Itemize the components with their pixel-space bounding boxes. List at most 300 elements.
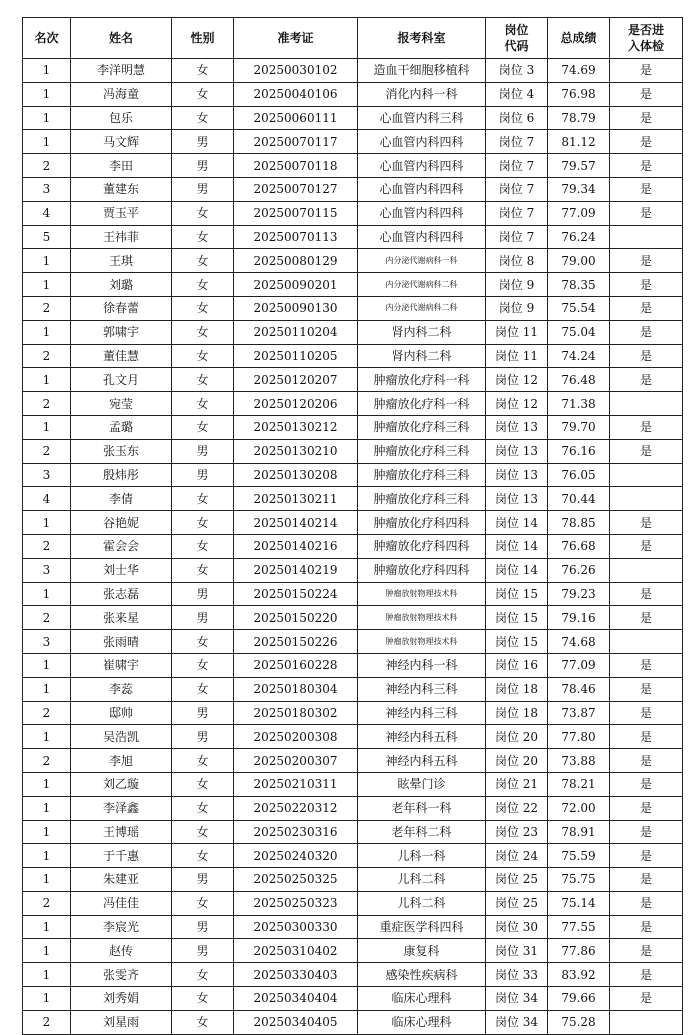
- rank-cell: 1: [23, 915, 71, 939]
- exam-id-cell: 20250340404: [234, 987, 358, 1011]
- rank-cell: 5: [23, 225, 71, 249]
- department-cell: 感染性疾病科: [358, 963, 486, 987]
- gender-cell: 女: [172, 511, 234, 535]
- table-row: [23, 725, 683, 749]
- rank-cell: 1: [23, 653, 71, 677]
- table-row: [23, 82, 683, 106]
- name-cell: 刘乙璇: [71, 772, 172, 796]
- rank-cell: 1: [23, 368, 71, 392]
- physical-exam-cell: 是: [610, 59, 683, 83]
- total-score-cell: 76.16: [548, 439, 610, 463]
- table-header: [23, 18, 683, 59]
- header-position-code: [486, 18, 548, 59]
- gender-cell: 男: [172, 915, 234, 939]
- total-score-cell: 83.92: [548, 963, 610, 987]
- header-position-code-line2: 代码: [504, 39, 529, 53]
- position-code-cell: 岗位 31: [486, 939, 548, 963]
- department-cell: 老年科二科: [358, 820, 486, 844]
- gender-cell: 女: [172, 534, 234, 558]
- name-cell: 孔文月: [71, 368, 172, 392]
- gender-cell: 男: [172, 939, 234, 963]
- table-row: [23, 701, 683, 725]
- physical-exam-cell: [610, 558, 683, 582]
- position-code-cell: 岗位 24: [486, 844, 548, 868]
- name-cell: 郭啸宇: [71, 320, 172, 344]
- name-cell: 王祎菲: [71, 225, 172, 249]
- exam-id-cell: 20250120206: [234, 392, 358, 416]
- physical-exam-cell: 是: [610, 677, 683, 701]
- exam-id-cell: 20250300330: [234, 915, 358, 939]
- header-name: 姓名: [71, 18, 172, 59]
- position-code-cell: 岗位 25: [486, 891, 548, 915]
- total-score-cell: 78.21: [548, 772, 610, 796]
- rank-cell: 1: [23, 820, 71, 844]
- gender-cell: 女: [172, 415, 234, 439]
- name-cell: 董建东: [71, 177, 172, 201]
- gender-cell: 女: [172, 59, 234, 83]
- exam-id-cell: 20250140214: [234, 511, 358, 535]
- department-cell: 心血管内科四科: [358, 130, 486, 154]
- exam-id-cell: 20250110205: [234, 344, 358, 368]
- total-score-cell: 77.09: [548, 201, 610, 225]
- total-score-cell: 76.48: [548, 368, 610, 392]
- rank-cell: 2: [23, 154, 71, 178]
- header-total-score: 总成绩: [548, 18, 610, 59]
- table-row: [23, 415, 683, 439]
- name-cell: 马文辉: [71, 130, 172, 154]
- table-row: [23, 249, 683, 273]
- rank-cell: 1: [23, 415, 71, 439]
- total-score-cell: 75.54: [548, 296, 610, 320]
- exam-id-cell: 20250070115: [234, 201, 358, 225]
- name-cell: 冯海童: [71, 82, 172, 106]
- rank-cell: 2: [23, 439, 71, 463]
- total-score-cell: 70.44: [548, 487, 610, 511]
- position-code-cell: 岗位 15: [486, 606, 548, 630]
- rank-cell: 3: [23, 463, 71, 487]
- department-cell: 肿瘤放射物理技术科: [358, 630, 486, 654]
- header-physical-exam-line2: 入体检: [627, 39, 664, 53]
- gender-cell: 女: [172, 772, 234, 796]
- physical-exam-cell: [610, 225, 683, 249]
- exam-id-cell: 20250220312: [234, 796, 358, 820]
- rank-cell: 1: [23, 868, 71, 892]
- name-cell: 赵传: [71, 939, 172, 963]
- table-row: [23, 677, 683, 701]
- exam-id-cell: 20250040106: [234, 82, 358, 106]
- gender-cell: 女: [172, 320, 234, 344]
- name-cell: 冯佳佳: [71, 891, 172, 915]
- total-score-cell: 79.16: [548, 606, 610, 630]
- physical-exam-cell: [610, 630, 683, 654]
- position-code-cell: 岗位 22: [486, 796, 548, 820]
- total-score-cell: 74.24: [548, 344, 610, 368]
- gender-cell: 女: [172, 820, 234, 844]
- department-cell: 肾内科二科: [358, 344, 486, 368]
- rank-cell: 2: [23, 344, 71, 368]
- gender-cell: 女: [172, 487, 234, 511]
- position-code-cell: 岗位 6: [486, 106, 548, 130]
- position-code-cell: 岗位 13: [486, 439, 548, 463]
- name-cell: 王琪: [71, 249, 172, 273]
- department-cell: 儿科二科: [358, 868, 486, 892]
- physical-exam-cell: 是: [610, 844, 683, 868]
- name-cell: 李泽鑫: [71, 796, 172, 820]
- total-score-cell: 78.85: [548, 511, 610, 535]
- position-code-cell: 岗位 20: [486, 749, 548, 773]
- position-code-cell: 岗位 33: [486, 963, 548, 987]
- rank-cell: 2: [23, 749, 71, 773]
- rank-cell: 1: [23, 249, 71, 273]
- physical-exam-cell: 是: [610, 368, 683, 392]
- department-cell: 儿科一科: [358, 844, 486, 868]
- name-cell: 包乐: [71, 106, 172, 130]
- exam-id-cell: 20250240320: [234, 844, 358, 868]
- department-cell: 神经内科五科: [358, 725, 486, 749]
- position-code-cell: 岗位 15: [486, 630, 548, 654]
- total-score-cell: 79.34: [548, 177, 610, 201]
- exam-id-cell: 20250200307: [234, 749, 358, 773]
- physical-exam-cell: [610, 1010, 683, 1034]
- position-code-cell: 岗位 18: [486, 677, 548, 701]
- department-cell: 造血干细胞移植科: [358, 59, 486, 83]
- total-score-cell: 81.12: [548, 130, 610, 154]
- rank-cell: 1: [23, 939, 71, 963]
- name-cell: 刘秀娟: [71, 987, 172, 1011]
- table-row: [23, 130, 683, 154]
- department-cell: 肿瘤放射物理技术科: [358, 582, 486, 606]
- table-row: [23, 177, 683, 201]
- department-cell: 老年科一科: [358, 796, 486, 820]
- table-row: [23, 582, 683, 606]
- exam-id-cell: 20250070117: [234, 130, 358, 154]
- total-score-cell: 78.35: [548, 273, 610, 297]
- position-code-cell: 岗位 13: [486, 487, 548, 511]
- name-cell: 吴浩凯: [71, 725, 172, 749]
- table-row: [23, 796, 683, 820]
- department-cell: 肿瘤放化疗科四科: [358, 558, 486, 582]
- gender-cell: 女: [172, 82, 234, 106]
- exam-id-cell: 20250140216: [234, 534, 358, 558]
- rank-cell: 1: [23, 59, 71, 83]
- exam-id-cell: 20250110204: [234, 320, 358, 344]
- name-cell: 张雨晴: [71, 630, 172, 654]
- position-code-cell: 岗位 7: [486, 130, 548, 154]
- table-row: [23, 987, 683, 1011]
- total-score-cell: 76.26: [548, 558, 610, 582]
- name-cell: 王博瑶: [71, 820, 172, 844]
- total-score-cell: 77.80: [548, 725, 610, 749]
- gender-cell: 女: [172, 630, 234, 654]
- physical-exam-cell: 是: [610, 915, 683, 939]
- gender-cell: 男: [172, 868, 234, 892]
- rank-cell: 3: [23, 630, 71, 654]
- department-cell: 内分泌代谢病科二科: [358, 273, 486, 297]
- gender-cell: 女: [172, 392, 234, 416]
- name-cell: 邸帅: [71, 701, 172, 725]
- physical-exam-cell: 是: [610, 273, 683, 297]
- gender-cell: 男: [172, 582, 234, 606]
- total-score-cell: 79.66: [548, 987, 610, 1011]
- table-row: [23, 225, 683, 249]
- rank-cell: 2: [23, 701, 71, 725]
- position-code-cell: 岗位 14: [486, 534, 548, 558]
- rank-cell: 1: [23, 677, 71, 701]
- department-cell: 心血管内科三科: [358, 106, 486, 130]
- department-cell: 神经内科三科: [358, 701, 486, 725]
- physical-exam-cell: 是: [610, 820, 683, 844]
- total-score-cell: 78.79: [548, 106, 610, 130]
- physical-exam-cell: 是: [610, 963, 683, 987]
- physical-exam-cell: 是: [610, 796, 683, 820]
- physical-exam-cell: 是: [610, 415, 683, 439]
- rank-cell: 2: [23, 891, 71, 915]
- total-score-cell: 75.14: [548, 891, 610, 915]
- total-score-cell: 76.24: [548, 225, 610, 249]
- physical-exam-cell: 是: [610, 130, 683, 154]
- total-score-cell: 78.46: [548, 677, 610, 701]
- name-cell: 董佳慧: [71, 344, 172, 368]
- exam-id-cell: 20250070113: [234, 225, 358, 249]
- total-score-cell: 79.57: [548, 154, 610, 178]
- name-cell: 贾玉平: [71, 201, 172, 225]
- department-cell: 内分泌代谢病科一科: [358, 249, 486, 273]
- table-row: [23, 320, 683, 344]
- position-code-cell: 岗位 21: [486, 772, 548, 796]
- rank-cell: 1: [23, 511, 71, 535]
- exam-id-cell: 20250180304: [234, 677, 358, 701]
- department-cell: 心血管内科四科: [358, 225, 486, 249]
- department-cell: 肿瘤放化疗科一科: [358, 368, 486, 392]
- position-code-cell: 岗位 16: [486, 653, 548, 677]
- position-code-cell: 岗位 4: [486, 82, 548, 106]
- table-row: [23, 844, 683, 868]
- header-physical-exam-line1: 是否进: [627, 23, 664, 37]
- name-cell: 宛莹: [71, 392, 172, 416]
- total-score-cell: 73.87: [548, 701, 610, 725]
- department-cell: 心血管内科四科: [358, 177, 486, 201]
- exam-id-cell: 20250140219: [234, 558, 358, 582]
- physical-exam-cell: 是: [610, 249, 683, 273]
- total-score-cell: 79.70: [548, 415, 610, 439]
- table-row: [23, 630, 683, 654]
- physical-exam-cell: [610, 487, 683, 511]
- gender-cell: 女: [172, 558, 234, 582]
- physical-exam-cell: 是: [610, 725, 683, 749]
- name-cell: 李倩: [71, 487, 172, 511]
- exam-id-cell: 20250060111: [234, 106, 358, 130]
- name-cell: 李宸光: [71, 915, 172, 939]
- name-cell: 刘星雨: [71, 1010, 172, 1034]
- name-cell: 刘璐: [71, 273, 172, 297]
- table-row: [23, 344, 683, 368]
- header-physical-exam: [610, 18, 683, 59]
- total-score-cell: 77.09: [548, 653, 610, 677]
- physical-exam-cell: 是: [610, 511, 683, 535]
- table-row: [23, 939, 683, 963]
- exam-id-cell: 20250130212: [234, 415, 358, 439]
- department-cell: 肿瘤放射物理技术科: [358, 606, 486, 630]
- gender-cell: 男: [172, 130, 234, 154]
- exam-id-cell: 20250130211: [234, 487, 358, 511]
- department-cell: 重症医学科四科: [358, 915, 486, 939]
- table-row: [23, 368, 683, 392]
- department-cell: 临床心理科: [358, 1010, 486, 1034]
- physical-exam-cell: 是: [610, 772, 683, 796]
- total-score-cell: 72.00: [548, 796, 610, 820]
- exam-id-cell: 20250090130: [234, 296, 358, 320]
- table-row: [23, 963, 683, 987]
- results-table: [22, 17, 683, 1035]
- physical-exam-cell: 是: [610, 82, 683, 106]
- position-code-cell: 岗位 14: [486, 511, 548, 535]
- gender-cell: 女: [172, 963, 234, 987]
- total-score-cell: 75.04: [548, 320, 610, 344]
- exam-id-cell: 20250150220: [234, 606, 358, 630]
- total-score-cell: 79.00: [548, 249, 610, 273]
- gender-cell: 女: [172, 749, 234, 773]
- header-exam-id: 准考证: [234, 18, 358, 59]
- rank-cell: 4: [23, 487, 71, 511]
- physical-exam-cell: 是: [610, 201, 683, 225]
- name-cell: 张志磊: [71, 582, 172, 606]
- total-score-cell: 79.23: [548, 582, 610, 606]
- gender-cell: 女: [172, 201, 234, 225]
- gender-cell: 男: [172, 463, 234, 487]
- physical-exam-cell: 是: [610, 296, 683, 320]
- name-cell: 谷艳妮: [71, 511, 172, 535]
- position-code-cell: 岗位 7: [486, 154, 548, 178]
- name-cell: 孟璐: [71, 415, 172, 439]
- total-score-cell: 71.38: [548, 392, 610, 416]
- department-cell: 肿瘤放化疗科四科: [358, 511, 486, 535]
- physical-exam-cell: 是: [610, 749, 683, 773]
- total-score-cell: 76.05: [548, 463, 610, 487]
- rank-cell: 2: [23, 296, 71, 320]
- rank-cell: 2: [23, 1010, 71, 1034]
- department-cell: 肿瘤放化疗科一科: [358, 392, 486, 416]
- gender-cell: 女: [172, 273, 234, 297]
- department-cell: 康复科: [358, 939, 486, 963]
- table-row: [23, 463, 683, 487]
- total-score-cell: 76.98: [548, 82, 610, 106]
- table-row: [23, 1010, 683, 1034]
- table-row: [23, 511, 683, 535]
- gender-cell: 女: [172, 368, 234, 392]
- gender-cell: 女: [172, 296, 234, 320]
- exam-id-cell: 20250310402: [234, 939, 358, 963]
- name-cell: 张来星: [71, 606, 172, 630]
- total-score-cell: 74.68: [548, 630, 610, 654]
- header-rank: 名次: [23, 18, 71, 59]
- exam-id-cell: 20250210311: [234, 772, 358, 796]
- table-row: [23, 201, 683, 225]
- department-cell: 儿科二科: [358, 891, 486, 915]
- rank-cell: 1: [23, 987, 71, 1011]
- name-cell: 崔啸宇: [71, 653, 172, 677]
- rank-cell: 1: [23, 130, 71, 154]
- total-score-cell: 78.91: [548, 820, 610, 844]
- department-cell: 肿瘤放化疗科四科: [358, 534, 486, 558]
- table-body: [23, 59, 683, 1035]
- position-code-cell: 岗位 11: [486, 344, 548, 368]
- physical-exam-cell: 是: [610, 701, 683, 725]
- gender-cell: 女: [172, 344, 234, 368]
- table-row: [23, 296, 683, 320]
- rank-cell: 1: [23, 725, 71, 749]
- department-cell: 肿瘤放化疗科三科: [358, 439, 486, 463]
- position-code-cell: 岗位 34: [486, 1010, 548, 1034]
- rank-cell: 2: [23, 534, 71, 558]
- rank-cell: 1: [23, 82, 71, 106]
- total-score-cell: 75.59: [548, 844, 610, 868]
- gender-cell: 女: [172, 653, 234, 677]
- department-cell: 肾内科二科: [358, 320, 486, 344]
- gender-cell: 女: [172, 106, 234, 130]
- name-cell: 朱建亚: [71, 868, 172, 892]
- table-row: [23, 653, 683, 677]
- name-cell: 李洋明慧: [71, 59, 172, 83]
- total-score-cell: 76.68: [548, 534, 610, 558]
- gender-cell: 女: [172, 987, 234, 1011]
- position-code-cell: 岗位 7: [486, 225, 548, 249]
- table-row: [23, 891, 683, 915]
- position-code-cell: 岗位 34: [486, 987, 548, 1011]
- department-cell: 心血管内科四科: [358, 201, 486, 225]
- table-row: [23, 534, 683, 558]
- name-cell: 李旭: [71, 749, 172, 773]
- rank-cell: 4: [23, 201, 71, 225]
- name-cell: 于千惠: [71, 844, 172, 868]
- physical-exam-cell: [610, 392, 683, 416]
- position-code-cell: 岗位 20: [486, 725, 548, 749]
- gender-cell: 男: [172, 177, 234, 201]
- exam-id-cell: 20250120207: [234, 368, 358, 392]
- total-score-cell: 75.75: [548, 868, 610, 892]
- position-code-cell: 岗位 13: [486, 415, 548, 439]
- exam-id-cell: 20250230316: [234, 820, 358, 844]
- department-cell: 神经内科三科: [358, 677, 486, 701]
- name-cell: 殷炜彤: [71, 463, 172, 487]
- table-row: [23, 820, 683, 844]
- table-row: [23, 868, 683, 892]
- position-code-cell: 岗位 7: [486, 177, 548, 201]
- physical-exam-cell: 是: [610, 320, 683, 344]
- exam-id-cell: 20250070127: [234, 177, 358, 201]
- table-row: [23, 487, 683, 511]
- rank-cell: 1: [23, 844, 71, 868]
- gender-cell: 女: [172, 225, 234, 249]
- total-score-cell: 77.86: [548, 939, 610, 963]
- total-score-cell: 74.69: [548, 59, 610, 83]
- name-cell: 徐春蕾: [71, 296, 172, 320]
- physical-exam-cell: 是: [610, 439, 683, 463]
- name-cell: 李蕊: [71, 677, 172, 701]
- position-code-cell: 岗位 8: [486, 249, 548, 273]
- department-cell: 肿瘤放化疗科三科: [358, 487, 486, 511]
- exam-id-cell: 20250080129: [234, 249, 358, 273]
- rank-cell: 1: [23, 772, 71, 796]
- physical-exam-cell: 是: [610, 534, 683, 558]
- department-cell: 心血管内科四科: [358, 154, 486, 178]
- department-cell: 眩晕门诊: [358, 772, 486, 796]
- gender-cell: 女: [172, 891, 234, 915]
- gender-cell: 女: [172, 796, 234, 820]
- department-cell: 肿瘤放化疗科三科: [358, 415, 486, 439]
- position-code-cell: 岗位 15: [486, 582, 548, 606]
- gender-cell: 男: [172, 725, 234, 749]
- exam-id-cell: 20250250325: [234, 868, 358, 892]
